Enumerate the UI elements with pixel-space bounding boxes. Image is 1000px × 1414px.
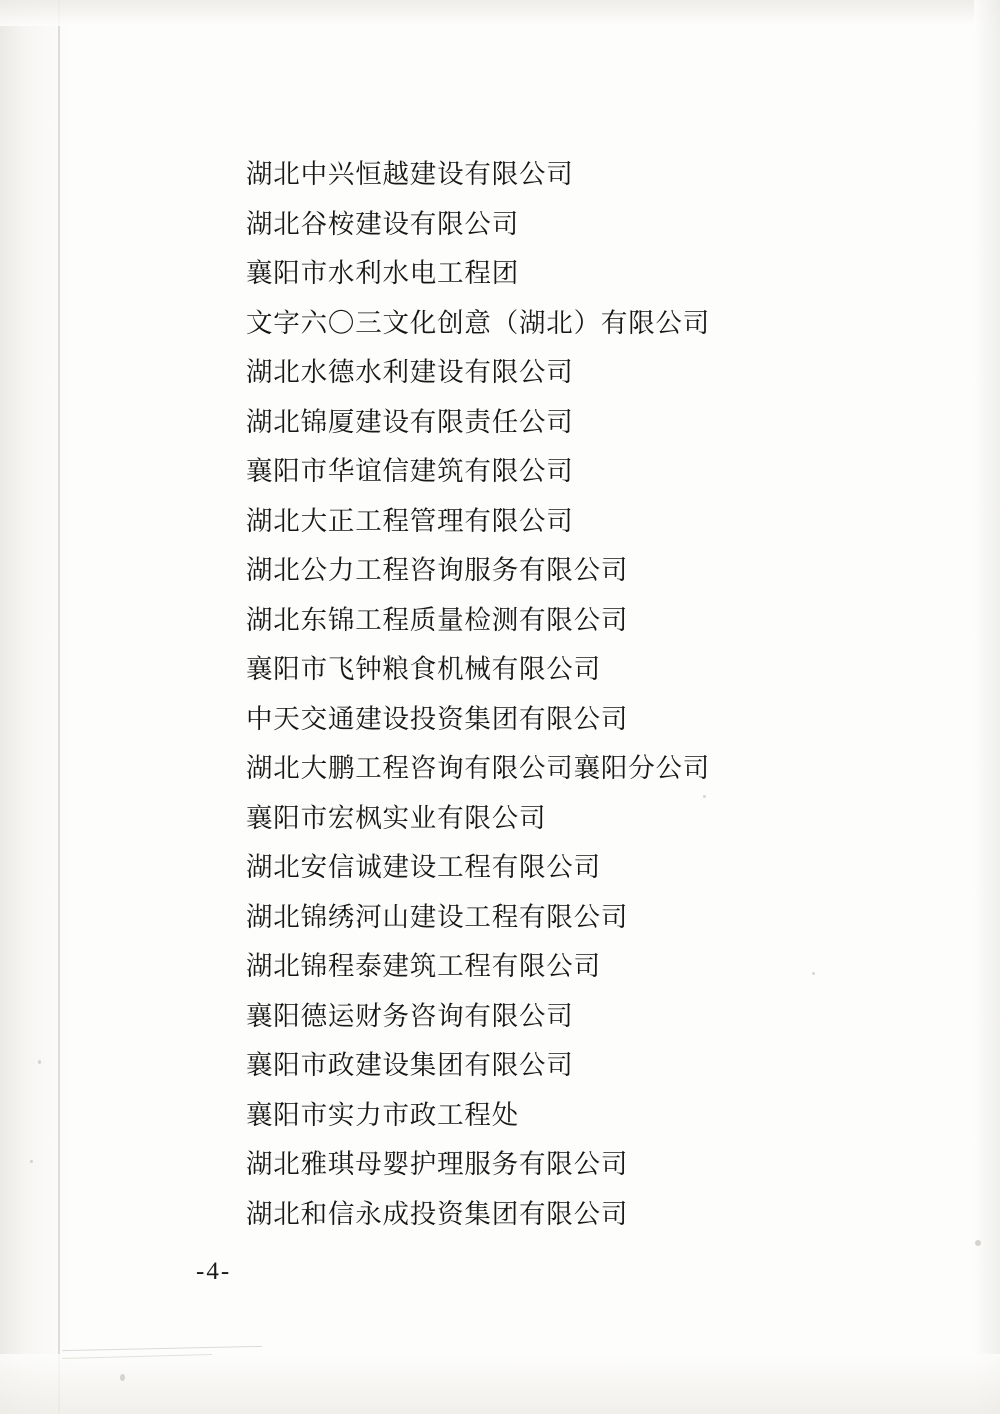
list-item: 中天交通建设投资集团有限公司 xyxy=(246,703,629,734)
list-item: 湖北大正工程管理有限公司 xyxy=(246,505,574,536)
list-item: 湖北谷桉建设有限公司 xyxy=(246,208,519,239)
company-name-list xyxy=(246,150,926,1239)
scan-speck xyxy=(975,1240,981,1246)
list-item: 襄阳市飞钟粮食机械有限公司 xyxy=(246,654,601,684)
list-item: 湖北东锦工程质量检测有限公司 xyxy=(246,604,629,635)
list-item: 湖北中兴恒越建设有限公司 xyxy=(246,159,574,189)
page-fold-line xyxy=(62,1346,262,1351)
list-item: 湖北锦厦建设有限责任公司 xyxy=(246,406,574,437)
list-item: 湖北锦程泰建筑工程有限公司 xyxy=(246,951,601,981)
scan-speck xyxy=(38,1060,41,1064)
scan-edge-right xyxy=(974,0,1000,1414)
list-item: 湖北和信永成投资集团有限公司 xyxy=(246,1198,629,1229)
list-item: 襄阳市华谊信建筑有限公司 xyxy=(246,456,574,486)
scan-speck xyxy=(120,1374,125,1381)
list-item: 湖北锦绣河山建设工程有限公司 xyxy=(246,901,629,932)
list-item: 文字六〇三文化创意（湖北）有限公司 xyxy=(246,307,711,338)
scan-edge-left-crease xyxy=(58,0,60,1414)
scan-edge-bottom xyxy=(0,1354,1000,1414)
list-item: 襄阳市政建设集团有限公司 xyxy=(246,1050,574,1080)
list-item: 湖北安信诚建设工程有限公司 xyxy=(246,852,601,882)
list-item: 襄阳市水利水电工程团 xyxy=(246,258,519,288)
page-number: -4- xyxy=(196,1258,232,1285)
scan-speck xyxy=(30,1160,33,1163)
list-item: 湖北雅琪母婴护理服务有限公司 xyxy=(246,1149,629,1179)
scan-edge-top xyxy=(0,0,1000,26)
list-item: 襄阳市实力市政工程处 xyxy=(246,1099,519,1130)
list-item: 湖北大鹏工程咨询有限公司襄阳分公司 xyxy=(246,753,711,783)
list-item: 襄阳市宏枫实业有限公司 xyxy=(246,802,547,833)
list-item: 湖北水德水利建设有限公司 xyxy=(246,357,574,387)
list-item: 湖北公力工程咨询服务有限公司 xyxy=(246,555,629,585)
list-item: 襄阳德运财务咨询有限公司 xyxy=(246,1000,574,1031)
